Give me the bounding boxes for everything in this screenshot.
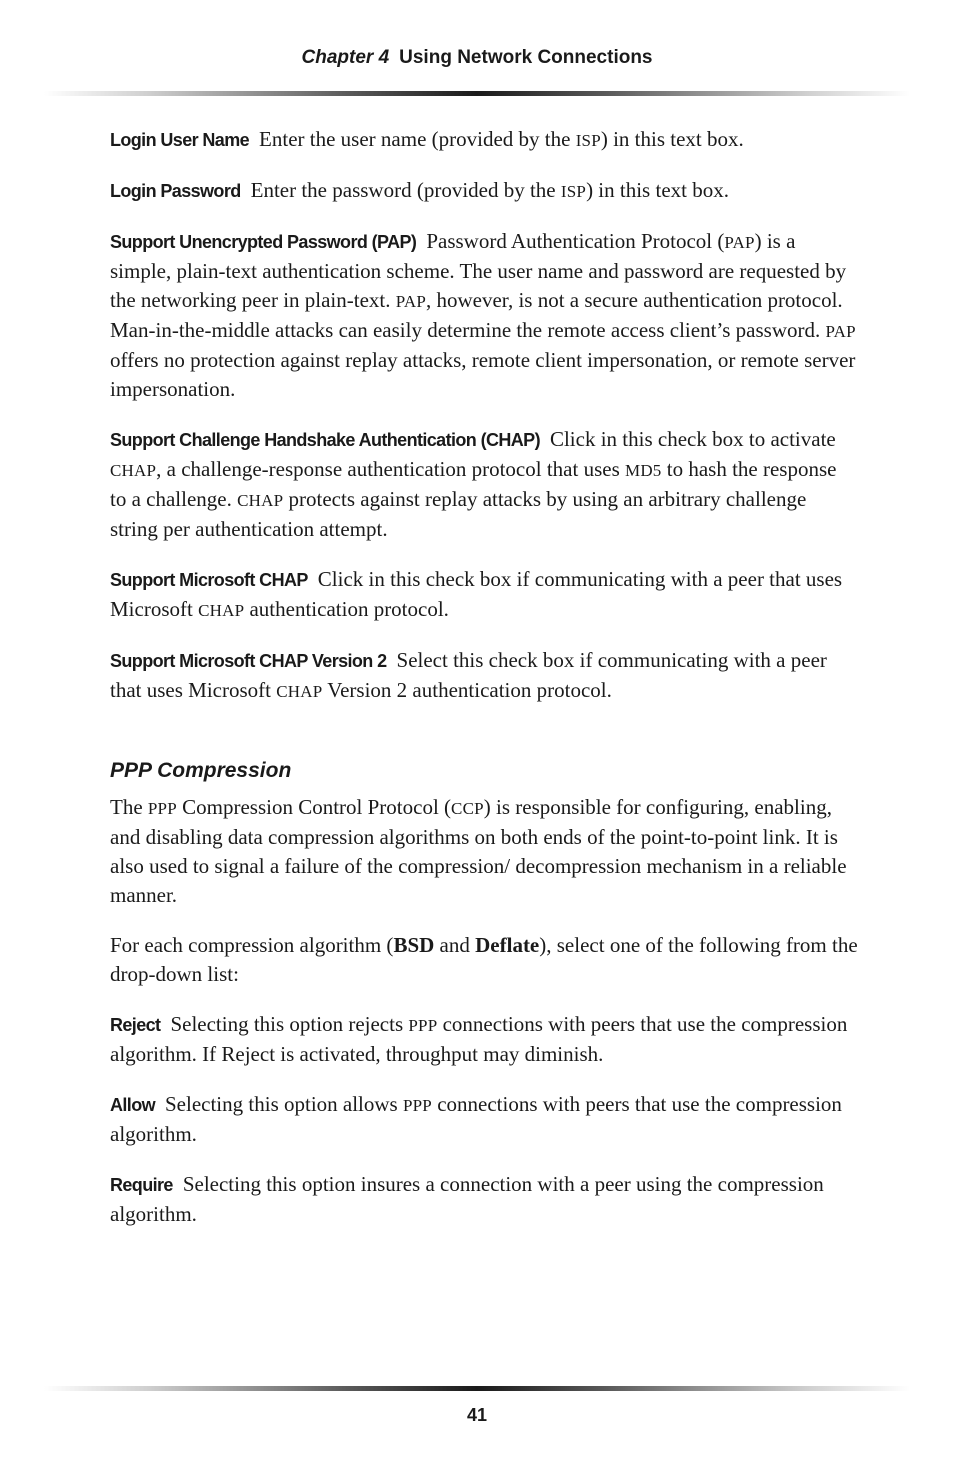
text: connections with peers that use the compression algorithm. If Reject is activated, throughput may diminish. — [110, 1012, 848, 1066]
acronym: PPP — [408, 1016, 438, 1035]
text: Select this check box if communicating with a peer that uses Microsoft — [110, 648, 827, 702]
chapter-title: Using Network Connections — [399, 47, 653, 68]
term-reject: Reject — [110, 1015, 161, 1035]
text: Version 2 authentication protocol. — [322, 678, 612, 702]
acronym: CHAP — [110, 461, 157, 480]
section-heading: PPP Compression — [110, 759, 292, 782]
text: Enter the user name (provided by the — [259, 127, 576, 151]
text: ) in this text box. — [586, 178, 729, 202]
text: Selecting this option allows — [165, 1092, 403, 1116]
text: ), select one of the following from the drop-down list: — [110, 933, 858, 986]
text: Compression Control Protocol ( — [176, 795, 452, 819]
term-allow: Allow — [110, 1095, 155, 1115]
text: Click in this check box if communicating with a peer that uses Microsoft — [110, 567, 843, 621]
text: to hash the response to a challenge. — [110, 457, 837, 511]
running-header — [0, 44, 954, 72]
ms-chap-v2-entry — [110, 646, 858, 706]
text: Selecting this option insures a connection with a peer using the compression algorithm. — [110, 1172, 824, 1226]
page-body — [110, 125, 858, 1250]
ccp-paragraph — [110, 793, 858, 910]
text: offers no protection against replay attacks, remote client impersonation, or remote server impersonation. — [110, 348, 856, 401]
acronym: PPP — [402, 1096, 432, 1115]
acronym: PAP — [395, 292, 426, 311]
bold-term: Deflate — [475, 933, 540, 957]
text: ) is a simple, plain-text authentication scheme. The user name and password are requested by the networking peer in plain-text. — [110, 229, 847, 312]
header-rule — [44, 91, 910, 96]
text: and — [434, 933, 476, 957]
acronym: CHAP — [198, 601, 245, 620]
acronym: CHAP — [237, 491, 284, 510]
term-chap: Support Challenge Handshake Authentication (CHAP) — [110, 430, 540, 450]
term-login-user-name: Login User Name — [110, 130, 250, 150]
acronym: CHAP — [276, 682, 323, 701]
require-entry — [110, 1170, 858, 1229]
text: ) in this text box. — [600, 127, 744, 151]
acronym: PAP — [825, 322, 856, 341]
chapter-label: Chapter 4 — [301, 47, 390, 68]
reject-entry — [110, 1010, 858, 1069]
page-number: 41 — [466, 1405, 488, 1425]
text: , however, is not a secure authentication protocol. Man-in-the-middle attacks can easily determine the remote access client’s password. — [110, 288, 843, 342]
acronym: ISP — [560, 182, 587, 201]
acronym: CCP — [451, 799, 484, 818]
text: Password Authentication Protocol ( — [426, 229, 725, 253]
footer-rule — [44, 1386, 910, 1391]
bold-term: BSD — [393, 933, 435, 957]
term-ms-chap: Support Microsoft CHAP — [110, 570, 308, 590]
term-ms-chap-v2: Support Microsoft CHAP Version 2 — [110, 651, 387, 671]
term-require: Require — [110, 1175, 173, 1195]
login-user-name-entry — [110, 125, 858, 155]
term-login-password: Login Password — [110, 181, 241, 201]
term-pap: Support Unencrypted Password (PAP) — [110, 232, 417, 252]
text: , a challenge-response authentication protocol that uses — [156, 457, 625, 481]
text: Click in this check box to activate — [549, 427, 836, 451]
allow-entry — [110, 1090, 858, 1149]
login-password-entry — [110, 176, 858, 206]
text: The — [110, 795, 148, 819]
text: authentication protocol. — [244, 597, 449, 621]
text: Enter the password (provided by the — [250, 178, 561, 202]
acronym: PAP — [724, 233, 755, 252]
text: connections with peers that use the compression algorithm. — [110, 1092, 842, 1146]
text: ) is responsible for configuring, enabling, and disabling data compression algorithms on both ends of the point-to-point link. It is also used to signal a failure of the compression/ decompression mechanism in a reliable manner. — [110, 795, 847, 907]
acronym: PPP — [147, 799, 177, 818]
acronym: MD5 — [625, 461, 662, 480]
text: Selecting this option rejects — [170, 1012, 409, 1036]
ms-chap-entry — [110, 565, 858, 625]
algorithm-paragraph — [110, 931, 858, 989]
acronym: ISP — [575, 131, 601, 150]
text: For each compression algorithm ( — [110, 933, 394, 957]
chap-entry — [110, 425, 858, 544]
text: protects against replay attacks by using an arbitrary challenge string per authentication attempt. — [110, 487, 807, 541]
pap-entry — [110, 227, 858, 404]
